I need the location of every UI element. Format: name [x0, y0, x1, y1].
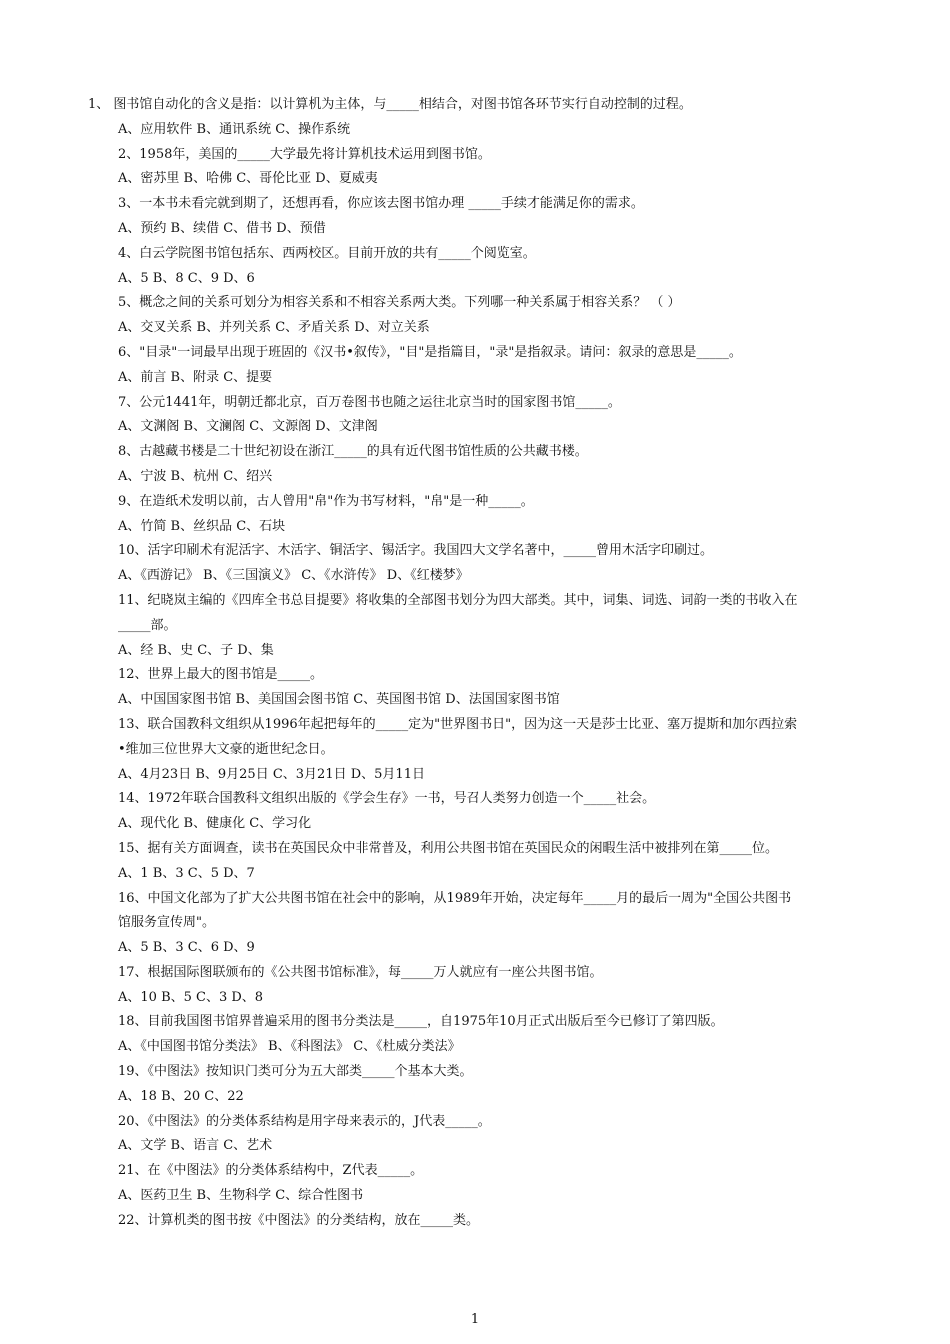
options-13: A、4月23日 B、9月25日 C、3月21日 D、5月11日 — [118, 766, 425, 782]
options-3: A、预约 B、续借 C、借书 D、预借 — [118, 220, 326, 236]
question-22: 22、计算机类的图书按《中图法》的分类结构，放在_____类。 — [118, 1212, 480, 1228]
options-11: A、经 B、史 C、子 D、集 — [118, 642, 274, 658]
options-2: A、密苏里 B、哈佛 C、哥伦比亚 D、夏威夷 — [118, 171, 378, 187]
options-8: A、宁波 B、杭州 C、绍兴 — [118, 468, 273, 484]
question-10: 10、活字印刷术有泥活字、木活字、铜活字、锡活字。我国四大文学名著中，_____曾用木活字印刷过。 — [118, 543, 714, 559]
question-20: 20、《中图法》的分类体系结构是用字母来表示的，J代表_____。 — [118, 1113, 491, 1129]
question-16: 16、中国文化部为了扩大公共图书馆在社会中的影响，从1989年开始，决定每年_____月的最后一周为"全国公共图书 — [118, 890, 792, 906]
options-12: A、中国国家图书馆 B、美国国会图书馆 C、英国图书馆 D、法国国家图书馆 — [118, 692, 560, 708]
question-18: 18、目前我国图书馆界普遍采用的图书分类法是_____，自1975年10月正式出版后至今已修订了第四版。 — [118, 1014, 724, 1030]
question-15: 15、据有关方面调查，读书在英国民众中非常普及，利用公共图书馆在英国民众的闲暇生活中被排列在第_____位。 — [118, 840, 779, 856]
question-17: 17、根据国际图联颁布的《公共图书馆标准》，每_____万人就应有一座公共图书馆。 — [118, 964, 603, 980]
question-9: 9、在造纸术发明以前，古人曾用"帛"作为书写材料，"帛"是一种_____。 — [118, 493, 534, 509]
question-3: 3、一本书未看完就到期了，还想再看，你应该去图书馆办理 _____手续才能满足你的需求。 — [118, 196, 644, 212]
question-1: 1、 图书馆自动化的含义是指：以计算机为主体，与_____相结合，对图书馆各环节实行自动控制的过程。 — [88, 97, 692, 112]
question-list — [88, 93, 868, 1234]
question-6: 6、"目录"一词最早出现于班固的《汉书•叙传》，"目"是指篇目，"录"是指叙录。请问：叙录的意思是_____。 — [118, 344, 742, 360]
question-21: 21、在《中图法》的分类体系结构中，Z代表_____。 — [118, 1163, 424, 1179]
question-16-cont: 馆服务宣传周"。 — [118, 915, 215, 931]
options-10: A、《西游记》 B、《三国演义》 C、《水浒传》 D、《红楼梦》 — [118, 568, 469, 584]
options-1: A、应用软件 B、通讯系统 C、操作系统 — [118, 121, 351, 137]
question-14: 14、1972年联合国教科文组织出版的《学会生存》一书，号召人类努力创造一个_____社会。 — [118, 791, 656, 807]
question-4: 4、白云学院图书馆包括东、西两校区。目前开放的共有_____个阅览室。 — [118, 245, 536, 261]
question-8: 8、古越藏书楼是二十世纪初设在浙江_____的具有近代图书馆性质的公共藏书楼。 — [118, 444, 588, 460]
options-19: A、18 B、20 C、22 — [118, 1088, 244, 1104]
options-17: A、10 B、5 C、3 D、8 — [118, 989, 264, 1005]
question-13-cont: •维加三位世界大文豪的逝世纪念日。 — [118, 741, 334, 757]
options-15: A、1 B、3 C、5 D、7 — [118, 865, 255, 881]
options-20: A、文学 B、语言 C、艺术 — [118, 1138, 273, 1154]
options-6: A、前言 B、附录 C、提要 — [118, 369, 273, 385]
question-5: 5、概念之间的关系可划分为相容关系和不相容关系两大类。下列哪一种关系属于相容关系？ （ ） — [118, 295, 681, 311]
options-7: A、文渊阁 B、文澜阁 C、文源阁 D、文津阁 — [118, 419, 378, 435]
options-14: A、现代化 B、健康化 C、学习化 — [118, 816, 312, 832]
question-2: 2、1958年，美国的_____大学最先将计算机技术运用到图书馆。 — [118, 146, 491, 162]
question-13: 13、联合国教科文组织从1996年起把每年的_____定为"世界图书日"，因为这一天是莎士比亚、塞万提斯和加尔西拉索 — [118, 716, 798, 732]
question-7: 7、公元1441年，明朝迁都北京，百万卷图书也随之运往北京当时的国家图书馆_____。 — [118, 394, 621, 410]
options-18: A、《中国图书馆分类法》 B、《科图法》 C、《杜威分类法》 — [118, 1039, 461, 1055]
question-19: 19、《中图法》按知识门类可分为五大部类_____个基本大类。 — [118, 1064, 473, 1080]
question-11: 11、纪晓岚主编的《四库全书总目提要》将收集的全部图书划分为四大部类。其中，词集、词选、词韵一类的书收入在 — [118, 592, 798, 608]
options-4: A、5 B、8 C、9 D、6 — [118, 270, 255, 286]
options-5: A、交叉关系 B、并列关系 C、矛盾关系 D、对立关系 — [118, 320, 430, 336]
options-9: A、竹简 B、丝织品 C、石块 — [118, 518, 286, 534]
options-16: A、5 B、3 C、6 D、9 — [118, 940, 255, 956]
question-11-cont: _____部。 — [118, 617, 177, 633]
page-number: 1 — [470, 1312, 480, 1327]
options-21: A、医药卫生 B、生物科学 C、综合性图书 — [118, 1188, 364, 1204]
question-12: 12、世界上最大的图书馆是_____。 — [118, 667, 324, 683]
